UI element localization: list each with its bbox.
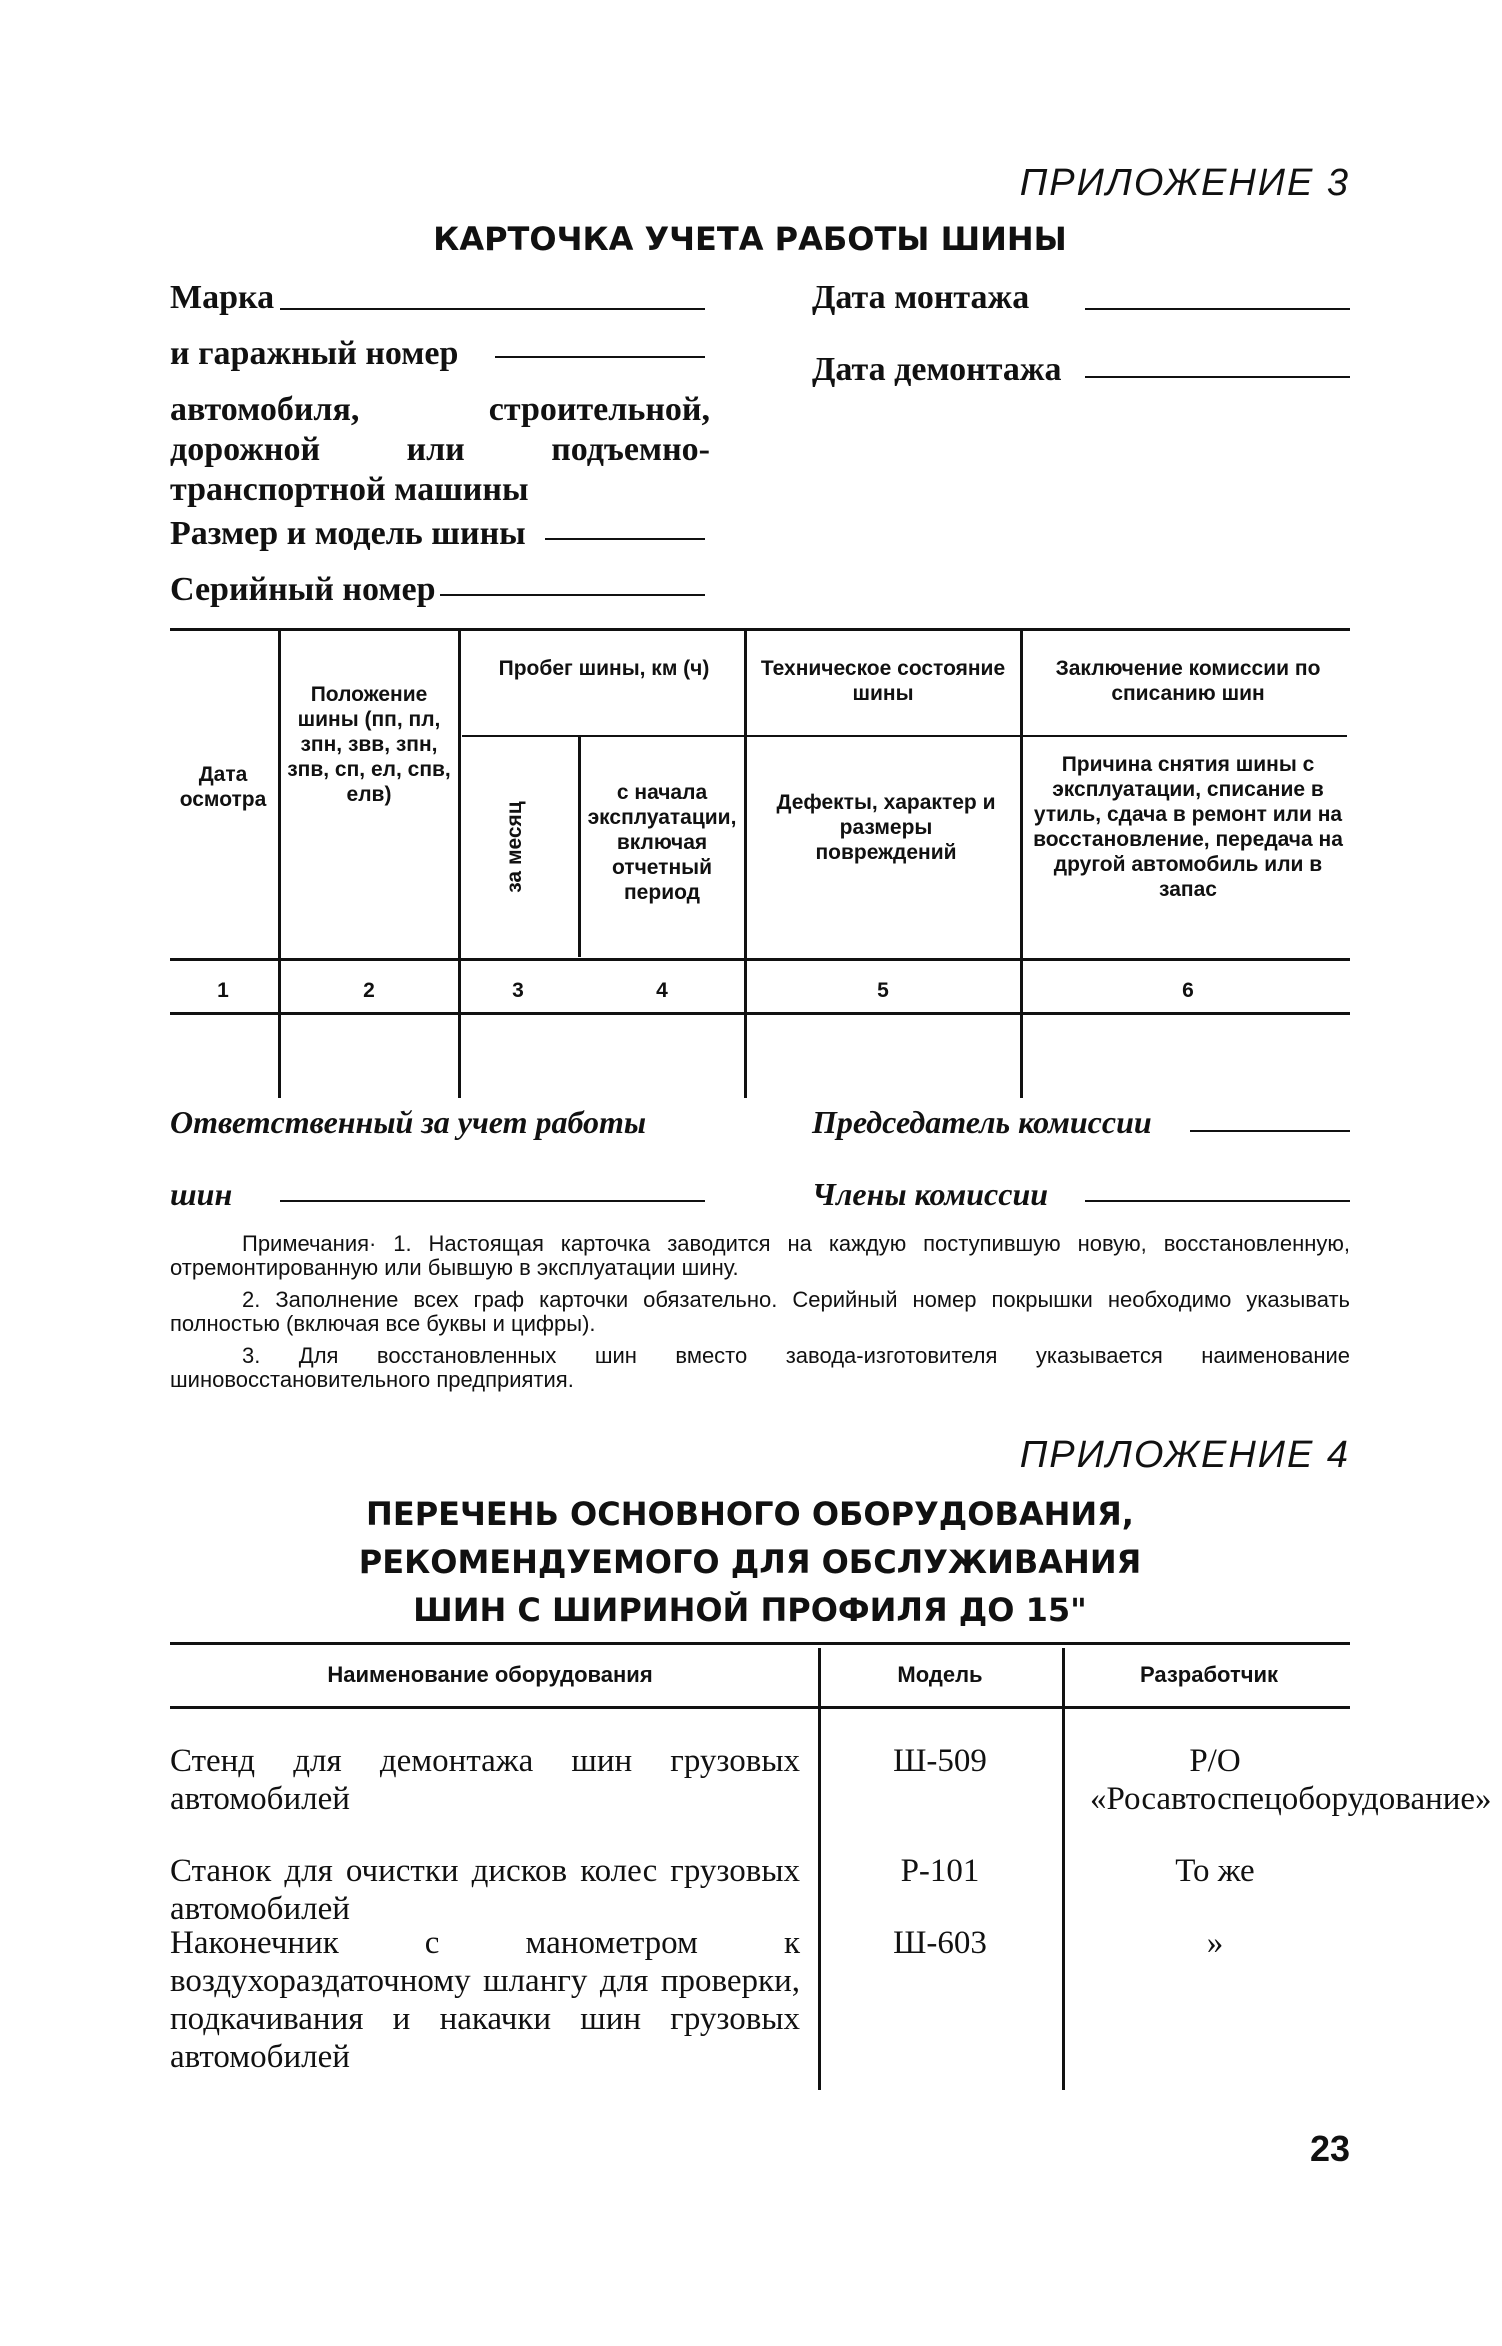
col-tech-group: Техническое состояние шины xyxy=(760,657,1006,705)
col-date: Дата осмотра xyxy=(179,763,267,811)
appendix-3-label: ПРИЛОЖЕНИЕ 3 xyxy=(1019,162,1350,204)
header-model: Модель xyxy=(897,1662,983,1687)
row-2-model: Р-101 xyxy=(900,1853,980,1889)
chairman-line xyxy=(1190,1130,1350,1132)
row-3-developer: » xyxy=(1206,1925,1224,1961)
row-2-name: Станок для очистки дисков колес грузовых автомобилей xyxy=(170,1853,800,1927)
sig-responsible: Ответственный за учет работы xyxy=(170,1104,647,1140)
responsible-line xyxy=(280,1200,705,1202)
row-3-model: Ш-603 xyxy=(893,1925,987,1961)
sig-responsible-cont: шин xyxy=(170,1176,233,1212)
header-name: Наименование оборудования xyxy=(327,1662,653,1687)
note-2: 2. Заполнение всех граф карточки обязательно. Серийный номер покрышки необходимо указывать полностью (включая все буквы и цифры). xyxy=(170,1287,1350,1336)
col-num-6: 6 xyxy=(1182,979,1194,1002)
equipment-title-line-3: ШИН С ШИРИНОЙ ПРОФИЛЯ ДО 15" xyxy=(413,1591,1087,1629)
appendix-4-label: ПРИЛОЖЕНИЕ 4 xyxy=(1019,1434,1350,1476)
card-title: КАРТОЧКА УЧЕТА РАБОТЫ ШИНЫ xyxy=(433,220,1067,258)
col-num-2: 2 xyxy=(363,979,375,1002)
col-mileage-group: Пробег шины, км (ч) xyxy=(498,657,710,680)
field-brand: Марка xyxy=(170,279,275,316)
col-commission-group: Заключение комиссии по списанию шин xyxy=(1055,657,1321,705)
field-size: Размер и модель шины xyxy=(170,515,526,552)
sig-members: Члены комиссии xyxy=(812,1176,1049,1212)
sig-chairman: Председатель комиссии xyxy=(812,1104,1152,1140)
col-month: за месяц xyxy=(503,801,526,893)
mount-line xyxy=(1085,308,1350,310)
row-1-developer: Р/О «Росавтоспецоборудование» xyxy=(1090,1743,1492,1817)
row-2-developer: То же xyxy=(1175,1853,1255,1889)
row-1-name: Стенд для демонтажа шин грузовых автомобилей xyxy=(170,1743,800,1817)
serial-line xyxy=(440,594,705,596)
equipment-title-line-1: ПЕРЕЧЕНЬ ОСНОВНОГО ОБОРУДОВАНИЯ, xyxy=(366,1495,1134,1533)
col-num-1: 1 xyxy=(217,979,229,1002)
equipment-title-line-2: РЕКОМЕНДУЕМОГО ДЛЯ ОБСЛУЖИВАНИЯ xyxy=(358,1543,1142,1581)
equipment-title xyxy=(300,1490,1200,1634)
dismount-line xyxy=(1085,376,1350,378)
row-1-model: Ш-509 xyxy=(893,1743,987,1779)
row-3-name: Наконечник с манометром к воздухораздаточному шлангу для проверки, подкачивания и накачки шин грузовых автомобилей xyxy=(170,1925,800,2075)
col-num-5: 5 xyxy=(877,979,889,1002)
notes xyxy=(170,1232,1350,1392)
field-mount: Дата монтажа xyxy=(812,279,1030,316)
field-serial: Серийный номер xyxy=(170,571,436,608)
field-dismount: Дата демонтажа xyxy=(812,351,1062,388)
col-num-4: 4 xyxy=(656,979,668,1002)
members-line xyxy=(1085,1200,1350,1202)
header-developer: Разработчик xyxy=(1139,1662,1279,1687)
note-1: Примечания· 1. Настоящая карточка заводится на каждую поступившую новую, восстановленную, отремонтированную или бывшую в эксплуатации шину. xyxy=(170,1231,1350,1280)
page-number: 23 xyxy=(1309,2128,1350,2169)
col-since-start: с начала эксплуатации, включая отчетный период xyxy=(587,781,737,904)
size-line xyxy=(545,538,705,540)
field-garage: и гаражный номер xyxy=(170,335,459,372)
col-defects: Дефекты, характер и размеры повреждений xyxy=(776,791,996,864)
brand-line xyxy=(280,308,705,310)
field-vehicle: автомобиля, строительной, дорожной или подъемно-транспортной машины xyxy=(170,391,710,508)
col-position: Положение шины (пп, пл, зпн, звв, зпн, зпв, сп, ел, спв, елв) xyxy=(287,683,451,806)
col-num-3: 3 xyxy=(512,979,524,1002)
col-reason: Причина снятия шины с эксплуатации, списание в утиль, сдача в ремонт или на восстановление, передача на другой автомобиль или в запас xyxy=(1033,753,1343,901)
note-3: 3. Для восстановленных шин вместо завода-изготовителя указывается наименование шиновосстановительного предприятия. xyxy=(170,1343,1350,1392)
garage-line xyxy=(495,356,705,358)
